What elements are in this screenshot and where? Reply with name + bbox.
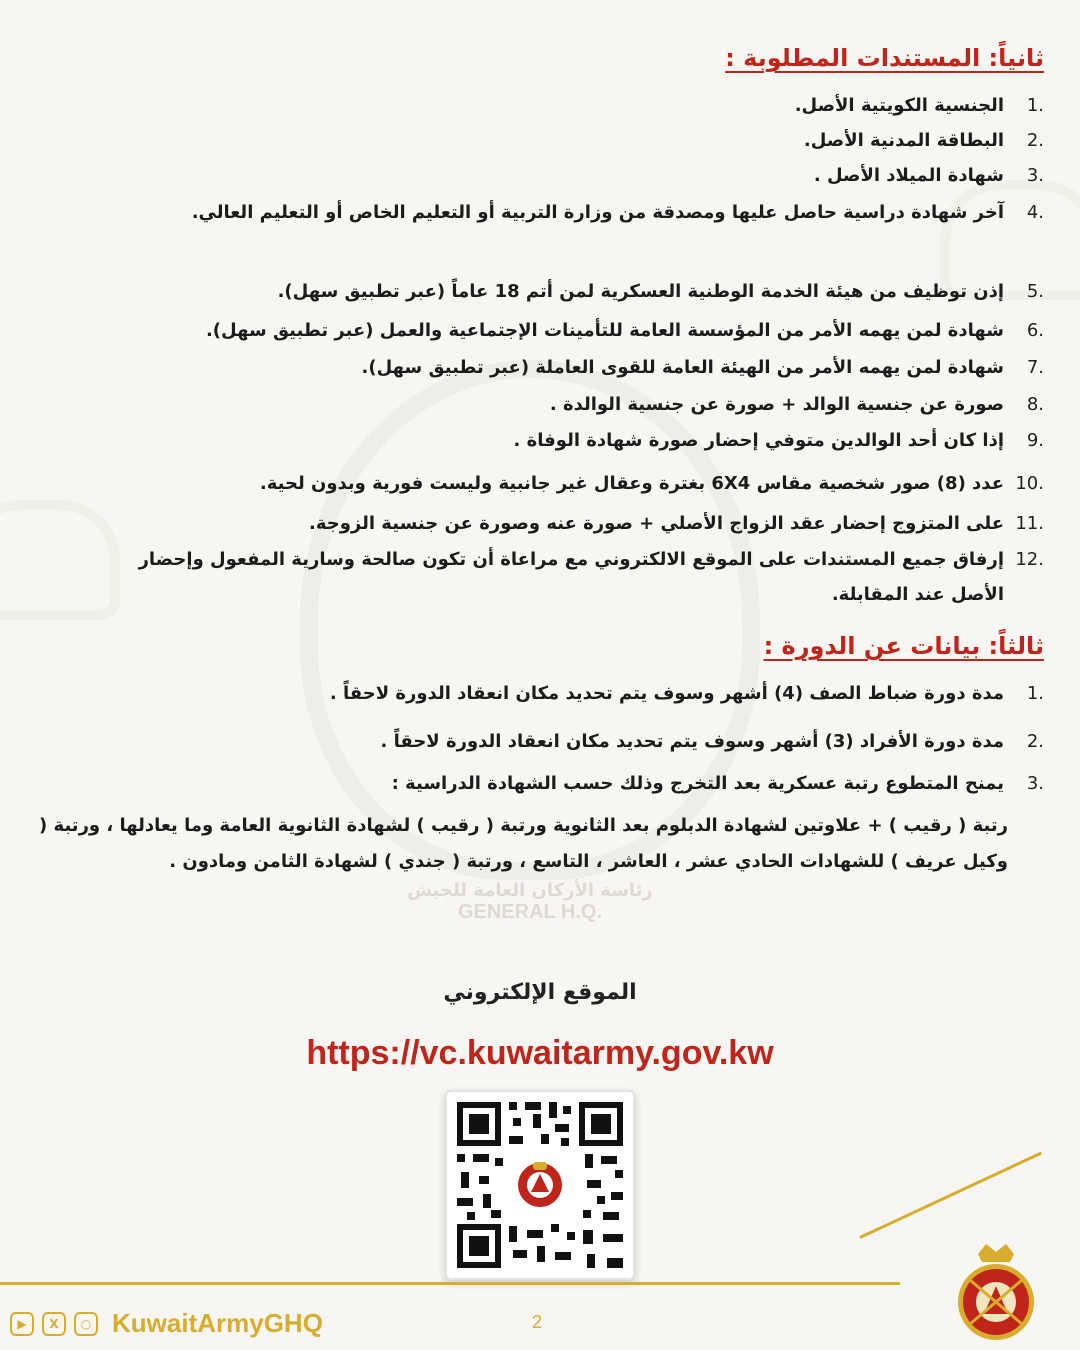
list-item [44, 313, 1044, 348]
rank-paragraph: رتبة ( رقيب ) + علاوتين لشهادة الدبلوم بعد الثانوية ورتبة ( رقيب ) لشهادة الثانوية العامة وما يعادلها ، ورتبة ( وكيل عريف ) للشهادات الحادي عشر ، العاشر ، التاسع ، ورتبة ( جندي ) لشهادة الثامن ومادون . [39, 815, 1008, 872]
item-number: .3 [1026, 773, 1044, 794]
section-required-documents [36, 44, 1044, 72]
list-item [44, 387, 1044, 422]
list-item [44, 350, 1044, 385]
list-item [44, 676, 1044, 711]
watermark-arabic: رئاسة الأركان العامة للجيش [407, 880, 653, 901]
list-item [44, 423, 1044, 458]
qr-code-graphic [447, 1092, 633, 1278]
item-text: صورة عن جنسية الوالد + صورة عن جنسية الوالدة . [549, 394, 1004, 415]
list-item [44, 158, 1044, 193]
website-label: الموقع الإلكتروني [443, 980, 637, 1005]
item-number: .1 [1026, 683, 1044, 704]
youtube-icon[interactable]: ▶ [10, 1312, 34, 1336]
instagram-icon[interactable]: ○ [74, 1312, 98, 1336]
item-number: .2 [1026, 731, 1044, 752]
section-course-info [36, 632, 1044, 660]
item-number: .11 [1015, 513, 1044, 534]
item-number: .5 [1026, 281, 1044, 302]
army-emblem-logo [948, 1240, 1044, 1344]
item-text: إذن توظيف من هيئة الخدمة الوطنية العسكرية لمن أتم 18 عاماً (عبر تطبيق سهل). [277, 281, 1004, 302]
item-text: شهادة لمن يهمه الأمر من المؤسسة العامة للتأمينات الإجتماعية والعمل (عبر تطبيق سهل). [205, 320, 1004, 341]
item-number: .12 [1015, 549, 1044, 570]
list-item [44, 766, 1044, 801]
list-item [44, 506, 1044, 541]
item-text: شهادة الميلاد الأصل . [813, 165, 1004, 186]
item-number: .9 [1026, 430, 1044, 451]
item-number: .6 [1026, 320, 1044, 341]
item-text: إذا كان أحد الوالدين متوفي إحضار صورة شهادة الوفاة . [513, 430, 1004, 451]
list-item [44, 724, 1044, 759]
website-url-link[interactable]: https://vc.kuwaitarmy.gov.kw [306, 1034, 774, 1072]
item-number: .8 [1026, 394, 1044, 415]
social-bar [10, 1308, 323, 1339]
list-item [44, 466, 1044, 501]
page-number: 2 [532, 1312, 543, 1332]
item-text: عدد (8) صور شخصية مقاس 6X4 بغترة وعقال غير جانبية وليست فورية وبدون لحية. [259, 473, 1004, 494]
watermark-text [400, 880, 660, 924]
item-number: .3 [1026, 165, 1044, 186]
item-text: على المتزوج إحضار عقد الزواج الأصلي + صورة عنه وصورة عن جنسية الزوجة. [309, 513, 1004, 534]
item-text: الجنسية الكويتية الأصل. [794, 95, 1004, 116]
x-icon[interactable]: X [42, 1312, 66, 1336]
footer-divider [0, 1282, 900, 1285]
item-text: البطاقة المدنية الأصل. [803, 130, 1004, 151]
item-number: .1 [1026, 95, 1044, 116]
section-heading: ثانياً: المستندات المطلوبة : [725, 44, 1044, 72]
list-item [44, 274, 1044, 309]
item-text: مدة دورة الأفراد (3) أشهر وسوف يتم تحديد مكان انعقاد الدورة لاحقاً . [380, 731, 1004, 752]
item-number: .7 [1026, 357, 1044, 378]
item-text: يمنح المتطوع رتبة عسكرية بعد التخرج وذلك حسب الشهادة الدراسية : [391, 773, 1004, 794]
list-item [44, 542, 1044, 612]
list-item [44, 88, 1044, 123]
item-number: .10 [1015, 473, 1044, 494]
watermark-english: GENERAL H.Q. [457, 901, 603, 923]
social-handle[interactable]: KuwaitArmyGHQ [112, 1308, 323, 1338]
item-number: .4 [1026, 202, 1044, 223]
item-text: شهادة لمن يهمه الأمر من الهيئة العامة للقوى العاملة (عبر تطبيق سهل). [361, 357, 1004, 378]
list-item [44, 123, 1044, 158]
item-number: .2 [1026, 130, 1044, 151]
item-text: آخر شهادة دراسية حاصل عليها ومصدقة من وزارة التربية أو التعليم الخاص أو التعليم العالي. [191, 202, 1004, 223]
qr-code[interactable] [445, 1090, 635, 1280]
item-text: مدة دورة ضباط الصف (4) أشهر وسوف يتم تحديد مكان انعقاد الدورة لاحقاً . [329, 683, 1004, 704]
section-heading: ثالثاً: بيانات عن الدورة : [763, 632, 1044, 660]
item-text: إرفاق جميع المستندات على الموقع الالكتروني مع مراعاة أن تكون صالحة وسارية المفعول وإحضار الأصل عند المقابلة. [138, 549, 1004, 605]
list-item [44, 195, 1044, 230]
footer-divider-accent [859, 1152, 1042, 1239]
